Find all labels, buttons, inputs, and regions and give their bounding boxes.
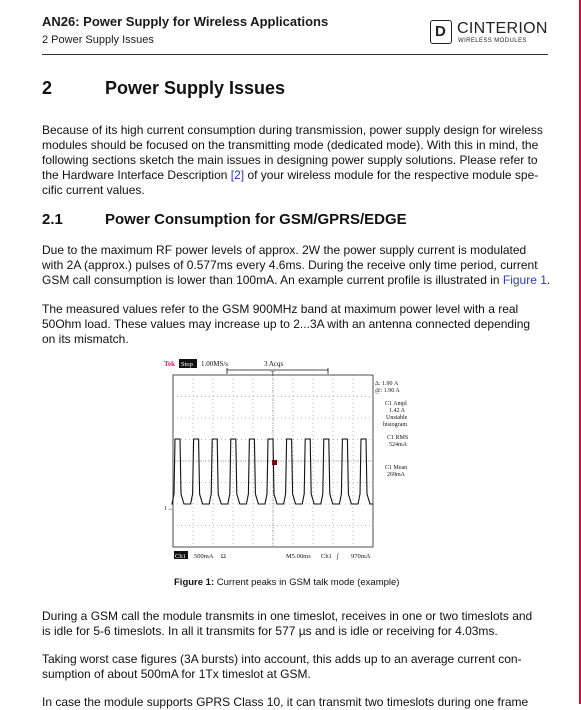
text-line: 50Ohm load. These values may increase up to 2...3A with an antenna connected depending xyxy=(42,317,531,331)
scope-trigger-level: 970mA xyxy=(351,553,371,560)
figure-label: Figure 1: xyxy=(174,577,215,588)
scope-trigger-marker: T xyxy=(271,371,275,377)
oscilloscope-screenshot xyxy=(163,357,417,567)
text-line: The measured values refer to the GSM 900MHz band at maximum power level with a real xyxy=(42,302,519,316)
scope-sample-rate: 1.00MS/s xyxy=(201,360,229,368)
scope-ampl-value: 1.42 A xyxy=(389,408,406,414)
scope-at-readout: @: 1.90 A xyxy=(375,388,400,394)
text-line xyxy=(42,273,551,288)
scope-delta-readout: Δ: 1.90 A xyxy=(375,381,399,387)
section-number: 2 xyxy=(42,78,53,98)
paragraph-current-pulses xyxy=(42,243,551,288)
scope-ampl-note-2: histogram xyxy=(383,422,407,428)
scope-ampl-label: C1 Ampl xyxy=(385,401,407,407)
text-line: following sections sketch the main issues in designing power supply solutions. Please refer to xyxy=(42,153,538,167)
text-run: GSM call consumption is lower than 100mA. An example current profile is illustrated in xyxy=(42,273,503,287)
text-line: with 2A (approx.) pulses of 0.577ms every 4.6ms. During the receive only time period, current xyxy=(42,258,538,272)
text-run: of your wireless module for the respective module spe- xyxy=(244,168,539,182)
intro-paragraph xyxy=(42,123,548,198)
running-section-title: 2 Power Supply Issues xyxy=(42,34,154,46)
figure-caption xyxy=(174,577,399,588)
figure-caption-text: Current peaks in GSM talk mode (example) xyxy=(216,577,400,588)
paragraph-average-current xyxy=(42,652,548,682)
section-title: Power Supply Issues xyxy=(105,78,286,98)
text-run: . xyxy=(546,273,551,287)
scope-acquisitions: 3 Acqs xyxy=(264,360,284,368)
subsection-title: Power Consumption for GSM/GPRS/EDGE xyxy=(105,211,407,228)
scope-ampl-note: Unstable xyxy=(386,415,408,421)
scope-channel-label: Ch1 xyxy=(175,553,186,560)
scope-trigger-slope: ∫ xyxy=(337,553,339,560)
section-heading xyxy=(42,78,342,100)
scope-timebase: M5.00ms xyxy=(286,553,311,560)
scope-mode: Stop xyxy=(181,361,193,368)
subsection-heading xyxy=(42,211,462,231)
scope-cursor-marker xyxy=(272,460,277,465)
text-line: Taking worst case figures (3A bursts) into account, this adds up to an average current con- xyxy=(42,652,522,666)
logo-name: CINTERION xyxy=(457,20,548,37)
scope-brand: Tek xyxy=(164,360,176,368)
scope-channel-coupling: Ω xyxy=(221,553,226,560)
subsection-number: 2.1 xyxy=(42,211,63,228)
reference-link-2[interactable]: [2] xyxy=(230,168,245,182)
company-logo xyxy=(430,20,548,48)
scope-ground-marker: 1→ xyxy=(164,506,173,512)
paragraph-timeslots xyxy=(42,609,548,639)
text-line xyxy=(42,168,548,183)
text-line: cific current values. xyxy=(42,183,145,197)
document-title: AN26: Power Supply for Wireless Applications xyxy=(42,14,329,29)
text-line: sumption of about 500mA for 1Tx timeslot at GSM. xyxy=(42,667,311,681)
scope-mean-label: C1 Mean xyxy=(385,465,408,471)
text-line: During a GSM call the module transmits in one timeslot, receives in one or two timeslots and xyxy=(42,609,533,623)
figure-1-link[interactable]: Figure 1 xyxy=(502,273,547,287)
page-header xyxy=(42,14,548,54)
logo-tagline: WIRELESS MODULES xyxy=(458,38,527,44)
paragraph-measurement-conditions xyxy=(42,302,548,347)
paragraph-gprs-class xyxy=(42,695,548,710)
header-divider xyxy=(42,54,548,55)
scope-trigger-channel: Ch1 xyxy=(321,553,332,560)
scope-rms-value: 524mA xyxy=(389,442,407,448)
text-line: modules should be focused on the transmitting mode (dedicated mode). With this in mind, the xyxy=(42,138,539,152)
text-line: In case the module supports GPRS Class 10, it can transmit two timeslots during one frame xyxy=(42,695,529,709)
text-line: is idle for 5-6 timeslots. In all it transmits for 577 µs and is idle or receiving for 4.03ms. xyxy=(42,624,498,638)
logo-mark-icon: D xyxy=(430,20,452,44)
scope-mean-value: 269mA xyxy=(387,472,405,478)
text-line: on its mismatch. xyxy=(42,332,129,346)
scope-rms-label: C1 RMS xyxy=(387,435,409,441)
scope-channel-scale: 500mA xyxy=(194,553,214,560)
text-line: Due to the maximum RF power levels of approx. 2W the power supply current is modulated xyxy=(42,243,527,257)
text-run: the Hardware Interface Description xyxy=(42,168,231,182)
text-line: Because of its high current consumption during transmission, power supply design for wireless xyxy=(42,123,543,137)
